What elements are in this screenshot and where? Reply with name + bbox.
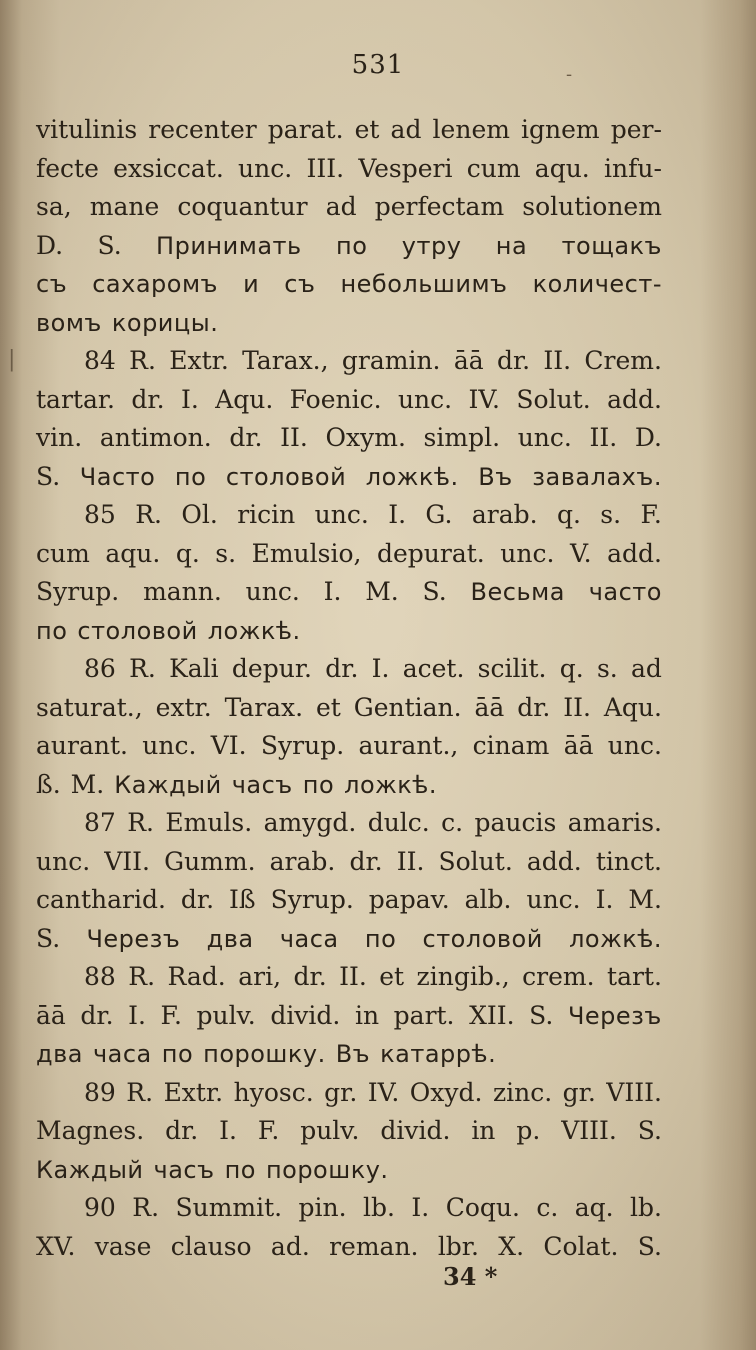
text-line xyxy=(36,1189,662,1228)
word: VII. xyxy=(104,846,151,876)
word: количест- xyxy=(532,270,662,298)
word: R. xyxy=(132,1193,160,1222)
word: lenem xyxy=(432,115,510,144)
word: aqu. xyxy=(534,153,590,183)
word: et xyxy=(379,962,405,991)
text-line xyxy=(36,342,662,381)
word: часа xyxy=(92,1040,152,1068)
word: S. xyxy=(36,461,61,491)
word: 85 xyxy=(84,500,116,529)
word: part. xyxy=(393,1000,455,1030)
text-line xyxy=(36,265,662,304)
word: q. xyxy=(175,538,200,568)
text-line xyxy=(36,304,662,343)
text-line xyxy=(36,766,662,805)
word: cinam xyxy=(472,731,550,760)
word: dr. xyxy=(496,346,531,375)
word: I. xyxy=(219,1116,237,1145)
word: Черезъ xyxy=(86,924,181,953)
word: q. xyxy=(556,500,581,529)
word: arab. xyxy=(471,500,538,529)
word: ignem xyxy=(521,115,600,144)
word: по xyxy=(302,770,335,799)
word: Extr. xyxy=(169,346,229,375)
word: R. xyxy=(135,500,162,529)
word: ложкѣ. xyxy=(365,462,459,491)
word: R. xyxy=(128,962,156,991)
word: unc. xyxy=(36,846,91,876)
word: paucis xyxy=(474,808,557,837)
word: XV. xyxy=(36,1231,76,1261)
word: infu- xyxy=(604,153,662,183)
word: lb. xyxy=(630,1193,662,1222)
word: aurant., xyxy=(358,731,459,760)
word: Emulsio, xyxy=(251,538,362,568)
word: antimon. xyxy=(99,423,212,452)
word: add. xyxy=(607,384,662,414)
word: ложкѣ. xyxy=(569,924,662,953)
text-line xyxy=(36,535,662,574)
text-line xyxy=(36,496,662,535)
word: часъ xyxy=(231,770,293,799)
word: papav. xyxy=(368,885,450,914)
word: Aqu. xyxy=(215,384,274,414)
word: ricin xyxy=(237,500,296,529)
word: по xyxy=(364,924,397,953)
word: по xyxy=(224,1155,256,1184)
word: R. xyxy=(126,1077,154,1107)
word: alb. xyxy=(464,885,512,914)
word: q. xyxy=(559,654,584,683)
word: Colat. xyxy=(543,1231,619,1261)
word: dr. xyxy=(325,654,359,683)
word: VIII. xyxy=(561,1116,617,1145)
word: по xyxy=(174,462,207,491)
word: G. xyxy=(425,500,453,529)
word: recenter xyxy=(148,115,257,144)
word: столовой xyxy=(225,462,347,491)
word: unc. xyxy=(142,731,197,760)
word: порошку. xyxy=(265,1155,389,1184)
word: съ xyxy=(36,270,68,298)
word: I. xyxy=(128,1000,146,1030)
word: depur. xyxy=(231,654,312,683)
word: parat. xyxy=(267,115,344,144)
word: sa, xyxy=(36,192,72,221)
word: et xyxy=(354,115,380,144)
word: тощакъ xyxy=(561,231,662,260)
word: III. xyxy=(306,153,345,183)
word: часто xyxy=(588,578,662,606)
word: add. xyxy=(526,846,582,876)
word: ad. xyxy=(270,1231,310,1261)
signature-mark: 34 * xyxy=(443,1262,498,1291)
word: ad xyxy=(630,654,662,683)
word: S. xyxy=(422,577,447,606)
text-line xyxy=(36,188,662,227)
word: Extr. xyxy=(163,1077,224,1107)
word: II. xyxy=(589,423,618,452)
word: dr. xyxy=(229,423,263,452)
word: vin. xyxy=(36,423,83,452)
word: I. xyxy=(180,384,199,414)
word: Каждый xyxy=(36,1155,144,1184)
word: по xyxy=(161,1040,194,1068)
word: M. xyxy=(365,577,399,606)
word: Solut. xyxy=(438,846,513,876)
word: XII. xyxy=(469,1000,515,1030)
word: Vesperi xyxy=(358,153,453,183)
word: вомъ xyxy=(36,308,102,337)
word: exsiccat. xyxy=(113,153,224,183)
word: dr. xyxy=(349,846,383,876)
word: I. xyxy=(595,885,614,914)
word: Emuls. xyxy=(165,808,253,837)
text-line xyxy=(36,650,662,689)
word: saturat., xyxy=(36,692,143,722)
word: Черезъ xyxy=(567,1001,662,1030)
print-speck: - xyxy=(566,64,573,85)
word: два xyxy=(206,924,254,953)
word: D. xyxy=(634,423,662,452)
text-line xyxy=(36,804,662,843)
word: Aqu. xyxy=(603,692,662,722)
word: aq. xyxy=(574,1193,614,1222)
word: Magnes. xyxy=(36,1116,145,1145)
word: утру xyxy=(401,231,462,260)
word: unc. xyxy=(238,153,293,183)
word: ad xyxy=(325,192,357,221)
word: Rad. xyxy=(167,962,226,991)
word: Syrup. xyxy=(36,577,120,606)
word: unc. xyxy=(517,423,572,452)
word: Въ xyxy=(335,1040,371,1068)
word: gramin. xyxy=(341,346,441,375)
text-line xyxy=(36,997,662,1036)
text-line xyxy=(36,881,662,920)
word: X. xyxy=(498,1231,525,1261)
word: divid. xyxy=(270,1000,341,1030)
word: столовой xyxy=(77,616,198,645)
word: per- xyxy=(610,115,662,144)
word: add. xyxy=(607,538,662,568)
word: ari, xyxy=(238,962,282,991)
word: 84 xyxy=(84,346,116,375)
word: zinc. xyxy=(492,1077,553,1107)
word: S. xyxy=(637,1231,662,1261)
word: clauso xyxy=(170,1231,252,1261)
word: p. xyxy=(516,1116,541,1145)
text-line xyxy=(36,381,662,420)
word: Kali xyxy=(169,654,219,683)
word: II. xyxy=(396,846,425,876)
word: V. xyxy=(569,538,592,568)
word: S. xyxy=(97,230,122,260)
text-line xyxy=(36,843,662,882)
word: āā xyxy=(36,1000,66,1030)
word: tartar. xyxy=(36,384,116,414)
word: часа xyxy=(279,924,339,953)
word: Весьма xyxy=(470,578,565,606)
word: ложкѣ. xyxy=(207,616,301,645)
word: I. xyxy=(323,577,342,606)
word: R. xyxy=(129,654,156,683)
word: gr. xyxy=(562,1077,596,1107)
word: катаррѣ. xyxy=(380,1040,497,1068)
word: simpl. xyxy=(423,423,501,452)
word: корицы. xyxy=(111,308,219,337)
word: 89 xyxy=(84,1077,116,1107)
word: Coqu. xyxy=(445,1193,520,1222)
word: порошку. xyxy=(203,1040,326,1068)
word: āā xyxy=(474,692,505,722)
word: по xyxy=(336,231,368,260)
text-line xyxy=(36,1035,662,1074)
text-line xyxy=(36,1112,662,1151)
word: reman. xyxy=(329,1231,419,1261)
word: coquantur xyxy=(177,192,308,221)
word: c. xyxy=(536,1193,559,1222)
text-line xyxy=(36,1228,662,1267)
word: столовой xyxy=(422,924,543,953)
word: Часто xyxy=(79,462,156,491)
word: divid. xyxy=(380,1116,451,1145)
word: Въ xyxy=(478,462,513,491)
word: dr. xyxy=(80,1000,114,1030)
word: часъ xyxy=(153,1155,215,1184)
text-line xyxy=(36,227,662,266)
word: cantharid. xyxy=(36,885,166,914)
word: Syrup. xyxy=(270,885,354,914)
word: небольшимъ xyxy=(340,270,508,298)
word: acet. xyxy=(402,654,465,683)
word: s. xyxy=(596,654,618,683)
word: aurant. xyxy=(36,731,128,760)
word: unc. xyxy=(500,538,555,568)
word: fecte xyxy=(36,153,99,183)
word: āā xyxy=(563,731,594,760)
word: I. xyxy=(371,654,390,683)
word: R. xyxy=(127,808,154,837)
word: Каждый xyxy=(114,770,222,799)
text-line xyxy=(36,689,662,728)
word: II. xyxy=(543,346,572,375)
word: сахаромъ xyxy=(92,270,219,298)
margin-mark: | xyxy=(8,347,16,372)
word: Summit. xyxy=(175,1193,283,1222)
word: на xyxy=(495,231,528,260)
word: cum xyxy=(36,538,90,568)
word: ложкѣ. xyxy=(344,770,438,799)
word: D. xyxy=(36,230,64,260)
word: pulv. xyxy=(300,1116,360,1145)
word: solutionem xyxy=(522,192,662,221)
word: Oxyd. xyxy=(409,1077,483,1107)
word: 87 xyxy=(84,808,116,837)
word: pin. xyxy=(298,1193,347,1222)
word: ß. xyxy=(36,769,61,799)
word: dr. xyxy=(180,885,215,914)
word: съ xyxy=(284,270,316,298)
text-line xyxy=(36,458,662,497)
text-line xyxy=(36,727,662,766)
text-line xyxy=(36,920,662,959)
word: R. xyxy=(129,346,156,375)
word: I. xyxy=(411,1193,430,1222)
word: dulc. xyxy=(367,808,430,837)
word: I. xyxy=(388,500,407,529)
word: mann. xyxy=(143,577,222,606)
word: s. xyxy=(600,500,622,529)
word: Принимать xyxy=(156,231,302,260)
word: dr. xyxy=(165,1116,199,1145)
word: vitulinis xyxy=(36,115,138,144)
word: Crem. xyxy=(584,346,662,375)
word: crem. xyxy=(522,962,595,991)
word: F. xyxy=(640,500,662,529)
text-line xyxy=(36,1151,662,1190)
word: Iß xyxy=(229,885,256,914)
word: scilit. xyxy=(477,654,547,683)
text-line xyxy=(36,1074,662,1113)
word: amygd. xyxy=(263,808,357,837)
word: tart. xyxy=(607,962,662,991)
word: tinct. xyxy=(595,846,662,876)
word: hyosc. xyxy=(233,1077,314,1107)
word: amaris. xyxy=(567,808,662,837)
word: Solut. xyxy=(516,384,591,414)
word: S. xyxy=(637,1116,662,1145)
word: c. xyxy=(441,808,464,837)
word: 86 xyxy=(84,654,116,683)
word: 88 xyxy=(84,962,116,991)
word: Gentian. xyxy=(353,692,462,722)
word: F. xyxy=(160,1000,182,1030)
word: VIII. xyxy=(606,1077,662,1107)
word: unc. xyxy=(314,500,369,529)
word: arab. xyxy=(269,846,336,876)
word: IV. xyxy=(367,1077,400,1107)
word: F. xyxy=(257,1116,280,1145)
word: s. xyxy=(215,538,237,568)
text-line xyxy=(36,958,662,997)
word: perfectam xyxy=(374,192,505,221)
word: 90 xyxy=(84,1193,116,1222)
word: gr. xyxy=(324,1077,358,1107)
word: unc. xyxy=(607,731,662,760)
word: M. xyxy=(628,885,662,914)
word: Tarax. xyxy=(224,692,304,722)
word: lb. xyxy=(363,1193,395,1222)
word: S. xyxy=(529,1000,554,1030)
word: Syrup. xyxy=(260,731,345,760)
word: in xyxy=(471,1116,496,1145)
word: vase xyxy=(94,1231,152,1261)
word: et xyxy=(316,692,341,722)
word: IV. xyxy=(468,384,500,414)
word: unc. xyxy=(526,885,581,914)
word: и xyxy=(243,270,260,298)
word: Gumm. xyxy=(164,846,256,876)
word: āā xyxy=(453,346,484,375)
word: S. xyxy=(36,923,61,953)
word: II. xyxy=(280,423,308,452)
word: unc. xyxy=(397,384,453,414)
word: II. xyxy=(563,692,591,722)
text-line xyxy=(36,111,662,150)
word: dr. xyxy=(131,384,165,414)
word: завалахъ. xyxy=(532,462,662,491)
text-line xyxy=(36,150,662,189)
word: по xyxy=(36,616,68,645)
text-line xyxy=(36,419,662,458)
word: aqu. xyxy=(105,538,161,568)
page-number: 531 xyxy=(351,50,405,80)
text-line xyxy=(36,573,662,612)
word: depurat. xyxy=(376,538,485,568)
word: Foenic. xyxy=(289,384,382,414)
word: Oxym. xyxy=(325,423,406,452)
word: in xyxy=(354,1000,380,1030)
word: dr. xyxy=(293,962,327,991)
word: pulv. xyxy=(196,1000,256,1030)
text-line xyxy=(36,612,662,651)
word: mane xyxy=(89,192,160,221)
word: extr. xyxy=(155,692,212,722)
word: II. xyxy=(339,962,367,991)
prescription-text xyxy=(36,111,662,1266)
word: cum xyxy=(466,153,521,183)
word: unc. xyxy=(245,577,300,606)
word: два xyxy=(36,1040,83,1068)
word: M. xyxy=(70,769,105,799)
word: lbr. xyxy=(437,1231,479,1261)
word: ad xyxy=(390,115,422,144)
word: Tarax., xyxy=(242,346,329,375)
word: dr. xyxy=(517,692,551,722)
word: Ol. xyxy=(181,500,218,529)
word: zingib., xyxy=(416,962,510,991)
word: VI. xyxy=(210,731,247,760)
